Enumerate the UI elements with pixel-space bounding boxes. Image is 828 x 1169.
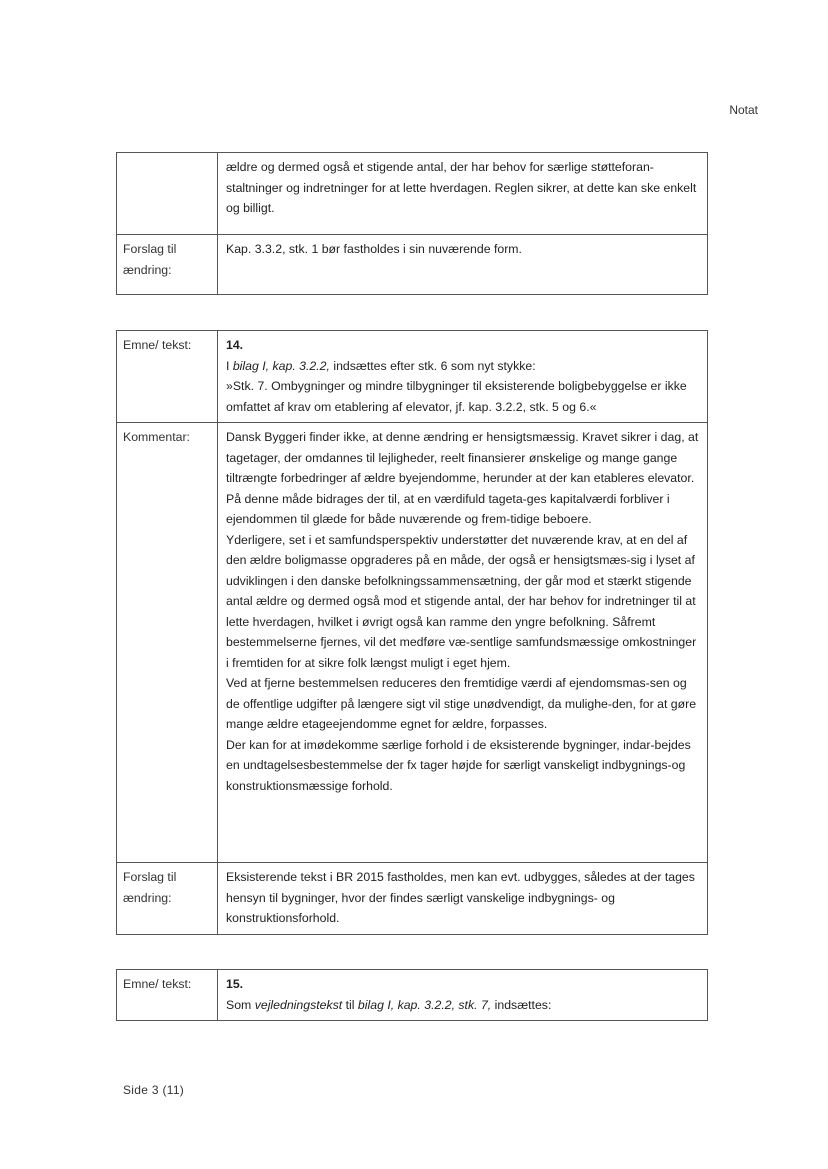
continuation-table xyxy=(116,152,708,295)
table-row xyxy=(117,970,708,1021)
subject-label: Emne/ tekst: xyxy=(117,331,218,423)
table-row xyxy=(117,331,708,423)
table-row xyxy=(117,153,708,235)
intro-line: Som vejledningstekst til bilag I, kap. 3.2.2, stk. 7, indsættes: xyxy=(226,997,552,1012)
item-15-table xyxy=(116,969,708,1021)
proposal-text: Eksisterende tekst i BR 2015 fastholdes, men kan evt. udbygges, således at der tages hensyn til bygninger, hvor der findes særligt vanskelige indbygnings- og konstruktionsforhold. xyxy=(218,863,708,935)
comment-paragraph: Yderligere, set i et samfundsperspektiv understøtter det nuværende krav, at en del af den ældre boligmasse opgraderes på en måde, der også er hensigtsmæs-sig i lyset af udviklingen i den danske befolkningssammensætning, der går mod et stærkt stigende antal ældre og dermed også mod et stigende antal, der har behov for indretninger til at lette hverdagen, hvilket i øvrigt også kan ramme den yngre befolkning. Såfremt bestemmelserne fjernes, vil det medføre væ-sentlige samfundsmæssige omkostninger i fremtiden for at sikre folk længst muligt i eget hjem. xyxy=(226,532,697,670)
intro-line: I bilag I, kap. 3.2.2, indsættes efter stk. 6 som nyt stykke: xyxy=(226,358,536,373)
comment-label: Kommentar: xyxy=(117,423,218,863)
document-type-label: Notat xyxy=(729,103,758,117)
item-number: 14. xyxy=(226,338,244,352)
proposal-text: Kap. 3.3.2, stk. 1 bør fastholdes i sin nuværende form. xyxy=(218,235,708,295)
table-row xyxy=(117,863,708,935)
item-number: 15. xyxy=(226,977,244,991)
comment-text-cell xyxy=(218,423,708,863)
subject-text-cell xyxy=(218,970,708,1021)
quoted-provision: »Stk. 7. Ombygninger og mindre tilbygninger til eksisterende boligbebyggelse er ikke omfattet af krav om etablering af elevator, jf. kap. 3.2.2, stk. 5 og 6.« xyxy=(226,379,687,414)
subject-label: Emne/ tekst: xyxy=(117,970,218,1021)
page-number: Side 3 (11) xyxy=(123,1083,185,1097)
proposal-label: Forslag til ændring: xyxy=(117,863,218,935)
comment-paragraph: Dansk Byggeri finder ikke, at denne ændring er hensigtsmæssig. Kravet sikrer i dag, at tagetager, der omdannes til lejligheder, reelt finansierer ønskelige og mange gange tiltrængte forbedringer af ældre byejendomme, herunder at der kan etableres elevator. På denne måde bidrages der til, at en værdifuld tageta-ges kapitalværdi forbliver i ejendommen til glæde for både nuværende og frem-tidige beboere. xyxy=(226,430,699,526)
item-14-table xyxy=(116,330,708,935)
subject-text-cell xyxy=(218,331,708,423)
proposal-label: Forslag til ændring: xyxy=(117,235,218,295)
comment-paragraph: Der kan for at imødekomme særlige forhold i de eksisterende bygninger, indar-bejdes en undtagelsesbestemmelse der fx tager højde for særligt vanskeligt indbygnings-og konstruktionsmæssige forhold. xyxy=(226,737,691,793)
continued-text-cell: ældre og dermed også et stigende antal, der har behov for særlige støtteforan-staltninger og indretninger for at lette hverdagen. Reglen sikrer, at dette kan ske enkelt og billigt. xyxy=(218,153,708,235)
table-row xyxy=(117,235,708,295)
empty-label-cell xyxy=(117,153,218,235)
comment-paragraph: Ved at fjerne bestemmelsen reduceres den fremtidige værdi af ejendomsmas-sen og de offentlige udgifter på længere sigt vil stige unødvendigt, da mulighe-den, for at gøre mange ældre etageejendomme egnet for ældre, forpasses. xyxy=(226,676,697,731)
table-row xyxy=(117,423,708,863)
